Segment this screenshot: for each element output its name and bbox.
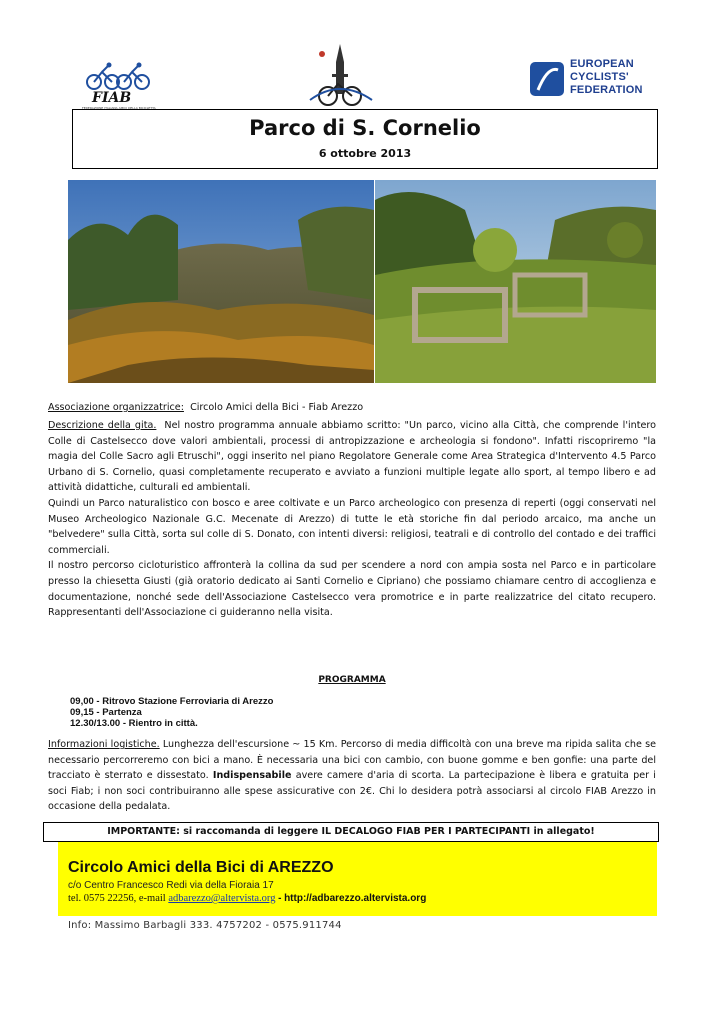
organizer	[48, 400, 656, 416]
organizer-value: Circolo Amici della Bici - Fiab Arezzo	[190, 402, 364, 413]
ecf-logo	[528, 58, 648, 106]
club-phone: tel. 0575 22256, e-mail	[68, 893, 166, 904]
club-website-link[interactable]: http://adbarezzo.altervista.org	[284, 893, 427, 904]
logistics-text: Lunghezza dell'escursione ~ 15 Km. Percorso di media difficoltà con una breve ma ripida salita che se necessario percorreremo con bici a mano. È necessaria una bici con cambio, con buone gomme e ben gonfie: una parte del tracciato è sterrato e dissestato.	[48, 739, 656, 782]
schedule-item: 09,15 - Partenza	[70, 707, 142, 718]
fiab-logo-subtext: FEDERAZIONE ITALIANA AMICI DELLA BICICLETTA	[82, 106, 156, 110]
ecf-logo-line: CYCLISTS'	[570, 71, 629, 83]
logistics-emphasis: Indispensabile	[212, 770, 292, 782]
contact-info: Info: Massimo Barbagli 333. 4757202 - 0575.911744	[68, 920, 342, 931]
logistics	[48, 737, 656, 815]
title-box	[72, 109, 658, 169]
important-notice-box	[43, 822, 659, 842]
description	[48, 418, 656, 621]
important-notice: IMPORTANTE: si raccomanda di leggere IL DECALOGO FIAB PER I PARTECIPANTI in allegato!	[107, 826, 595, 837]
description-paragraph: Il nostro percorso cicloturistico affronterà la collina da sud per scendere a nord con ampia sosta nel Parco e in particolare presso la chiesetta Giusti (già oratorio dedicato ai Santi Cornelio e Cipriano) che possiamo chiamare centro di accoglienza e documentazione, nonché sede dell'Associazione Castelsecco vera promotrice e in parte realizzatrice del citato recupero. Rappresentanti dell'Associazione ci guideranno nella visita.	[48, 560, 656, 619]
photo-hill-forest	[68, 180, 374, 383]
description-paragraph: Nel nostro programma annuale abbiamo scritto: "Un parco, vicino alla Città, che comprende l'intero Colle di Castelsecco dove valori ambientali, processi di antropizzazione e archeologia si fondono". Infatti riscopriremo "la magia del Colle Sacro agli Etruschi", oggi inserito nel piano Regolatore Generale come Area Strategica d'Intervento 4.5 Parco Urbano di S. Cornelio, quasi completamente recuperato e avviato a funzioni multiple legate allo sport, al tempo libero e ad attività didattiche, culturali ed ambientali.	[48, 420, 656, 494]
organizer-label: Associazione organizzatrice:	[48, 402, 184, 413]
program-title: PROGRAMMA	[318, 675, 386, 685]
fiab-logo-text: FIAB	[92, 90, 132, 106]
schedule-item: 12.30/13.00 - Rientro in città.	[70, 718, 198, 729]
program-schedule	[70, 696, 273, 729]
amici-bici-logo	[300, 40, 380, 108]
club-address: c/o Centro Francesco Redi via della Fioraia 17	[68, 880, 274, 891]
club-footer	[58, 842, 657, 916]
ecf-logo-line: FEDERATION	[570, 84, 643, 96]
ecf-logo-line: EUROPEAN	[570, 58, 634, 70]
logistics-text: avere camere d'aria di scorta. La partecipazione è libera e gratuita per i soci Fiab; i non soci contribuiranno alle spese assicurative con 2€. Chi lo desidera potrà associarsi al circolo FIAB Arezzo in occasione della pedalata.	[48, 770, 656, 813]
web-separator: -	[278, 893, 282, 904]
club-contact	[68, 893, 426, 904]
schedule-item: 09,00 - Ritrovo Stazione Ferroviaria di Arezzo	[70, 696, 274, 707]
description-paragraph: Quindi un Parco naturalistico con bosco e aree coltivate e un Parco archeologico con presenza di reperti (oggi conservati nel Museo Archeologico Nazionale G.C. Mecenate di Arezzo) di tutte le età storiche fin dal periodo arcaico, ma anche un "belvedere" sulla Città, sorta sul colle di S. Donato, con intenti diversi: religiosi, teatrali e di controllo del contado e dei traffici commerciali.	[48, 497, 656, 556]
fiab-logo	[82, 62, 160, 114]
event-date: 6 ottobre 2013	[318, 147, 412, 160]
logistics-label: Informazioni logistiche.	[48, 739, 160, 750]
description-label: Descrizione della gita.	[48, 420, 157, 431]
club-email-link[interactable]: adbarezzo@altervista.org	[168, 893, 276, 904]
page-title: Parco di S. Cornelio	[249, 116, 481, 140]
club-name: Circolo Amici della Bici di AREZZO	[68, 859, 334, 876]
photo-archaeological-site	[375, 180, 656, 383]
